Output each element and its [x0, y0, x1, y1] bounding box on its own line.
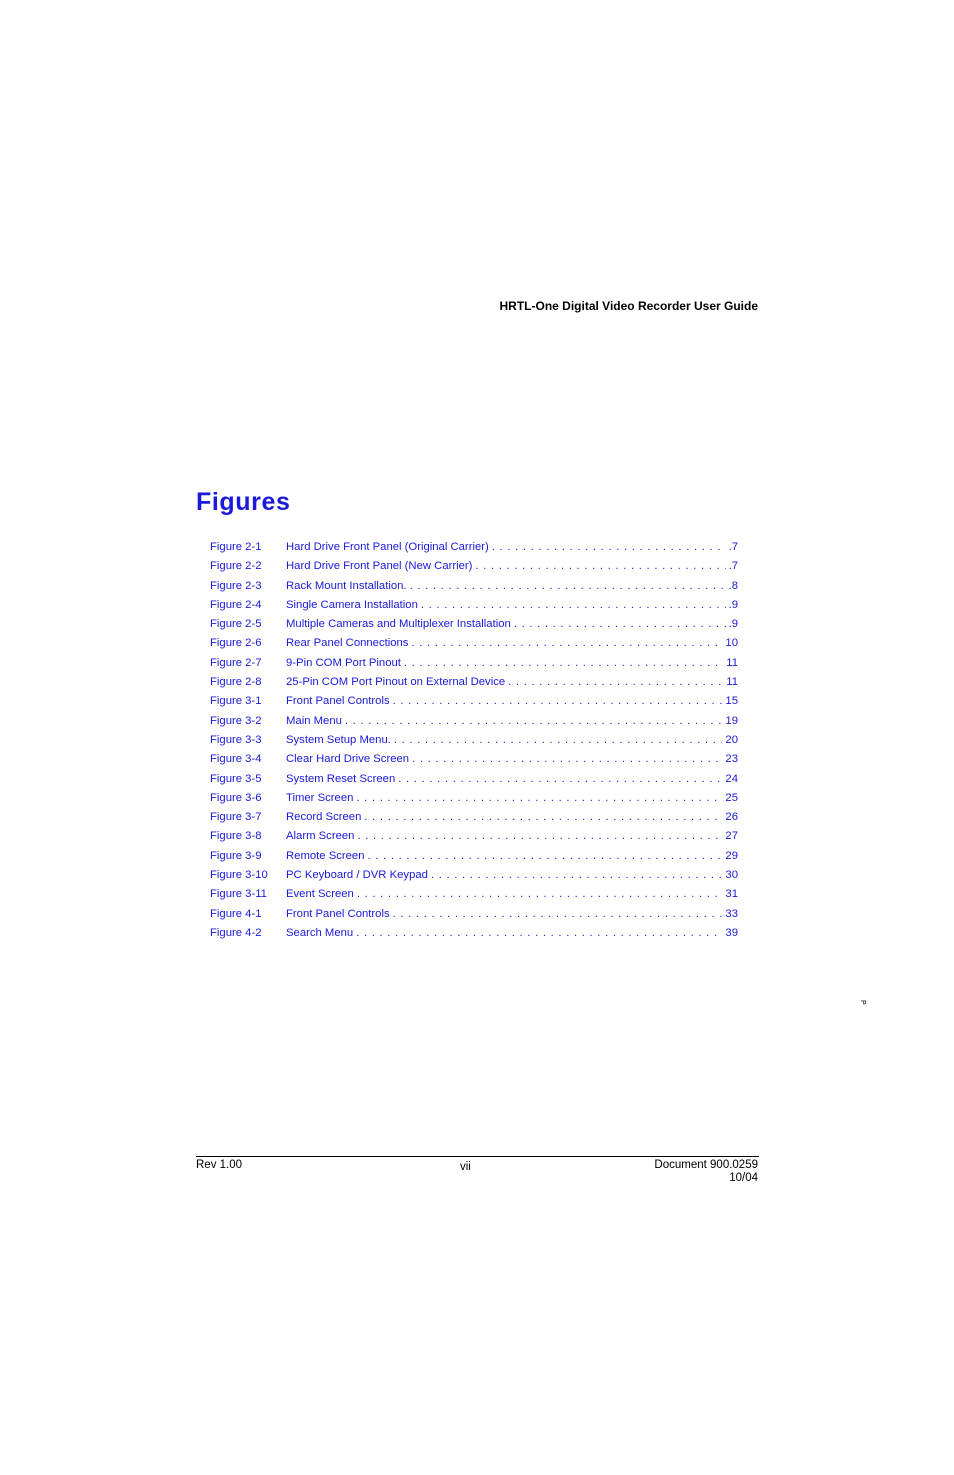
toc-dot-leader	[431, 866, 723, 885]
toc-page-number[interactable]: 11	[726, 656, 738, 669]
toc-dot-leader	[393, 692, 723, 711]
page-title: Figures	[196, 488, 291, 516]
toc-page-number[interactable]: 31	[725, 888, 738, 901]
toc-figure-number[interactable]: Figure 4-1	[210, 907, 262, 920]
footer-document-number: Document 900.0259	[654, 1159, 758, 1171]
footer-revision: Rev 1.00	[196, 1159, 243, 1171]
toc-dot-leader	[410, 577, 726, 596]
toc-figure-title[interactable]: Search Menu	[286, 926, 354, 939]
toc-figure-title[interactable]: Clear Hard Drive Screen	[286, 753, 410, 766]
toc-figure-number[interactable]: Figure 2-3	[210, 579, 262, 592]
toc-entry-link[interactable]	[210, 557, 738, 576]
toc-figure-number[interactable]: Figure 3-10	[210, 869, 268, 882]
figures-list	[210, 538, 738, 943]
toc-figure-title[interactable]: 25-Pin COM Port Pinout on External Device	[286, 676, 506, 689]
toc-title-line[interactable]	[286, 634, 738, 653]
toc-page-number[interactable]: 29	[725, 849, 738, 862]
toc-dot-leader	[368, 847, 723, 866]
toc-page-number[interactable]: .8	[728, 579, 738, 592]
toc-dot-leader	[411, 634, 722, 653]
footer-document-info	[654, 1159, 758, 1185]
toc-title-line[interactable]	[286, 577, 738, 596]
toc-entry-link[interactable]	[210, 731, 738, 750]
toc-page-number[interactable]: 20	[725, 733, 738, 746]
toc-figure-title[interactable]: PC Keyboard / DVR Keypad	[286, 869, 428, 882]
toc-entry-link[interactable]	[210, 615, 738, 634]
toc-figure-title[interactable]: Hard Drive Front Panel (New Carrier)	[286, 560, 473, 573]
toc-figure-number[interactable]: Figure 3-9	[210, 849, 262, 862]
toc-figure-number[interactable]: Figure 2-6	[210, 637, 262, 650]
toc-dot-leader	[345, 712, 723, 731]
toc-dot-leader	[508, 673, 723, 692]
toc-figure-number[interactable]: Figure 2-1	[210, 541, 262, 553]
toc-figure-number[interactable]: Figure 3-3	[210, 733, 262, 746]
toc-page-number[interactable]: .9	[728, 598, 738, 611]
toc-page-number[interactable]: 23	[725, 753, 738, 766]
toc-title-line[interactable]	[286, 789, 738, 808]
toc-page-number[interactable]: 39	[725, 926, 738, 939]
toc-entry-link[interactable]	[210, 596, 738, 615]
toc-page-number[interactable]: 27	[725, 830, 738, 843]
toc-title-line[interactable]	[286, 808, 738, 827]
toc-page-number[interactable]: 25	[725, 791, 738, 804]
toc-figure-title[interactable]: Remote Screen	[286, 849, 365, 862]
toc-page-number[interactable]: 19	[725, 714, 738, 727]
toc-title-line[interactable]	[286, 712, 738, 731]
toc-dot-leader	[357, 827, 722, 846]
toc-page-number[interactable]: 15	[725, 695, 738, 708]
toc-entry-link[interactable]	[210, 634, 738, 653]
toc-entry-link[interactable]	[210, 712, 738, 731]
toc-entry-link[interactable]	[210, 673, 738, 692]
toc-title-line[interactable]	[286, 847, 738, 866]
toc-figure-number[interactable]: Figure 2-5	[210, 618, 262, 631]
toc-entry-link[interactable]	[210, 808, 738, 827]
toc-title-line[interactable]	[286, 692, 738, 711]
toc-dot-leader	[356, 789, 722, 808]
document-header-title: HRTL-One Digital Video Recorder User Guide	[499, 299, 758, 313]
toc-figure-title[interactable]: Record Screen	[286, 811, 362, 824]
toc-figure-number[interactable]: Figure 3-8	[210, 830, 262, 843]
toc-figure-title[interactable]: System Setup Menu.	[286, 733, 391, 746]
toc-figure-number[interactable]: Figure 4-2	[210, 926, 262, 939]
toc-entry-link[interactable]	[210, 827, 738, 846]
side-margin-mark: P	[859, 1000, 866, 1005]
toc-entry-link[interactable]	[210, 789, 738, 808]
toc-page-number[interactable]: 26	[725, 811, 738, 824]
toc-dot-leader	[364, 808, 722, 827]
toc-dot-leader	[356, 924, 722, 943]
toc-title-line[interactable]	[286, 750, 738, 769]
toc-title-line[interactable]	[286, 924, 738, 943]
toc-entry-link[interactable]	[210, 577, 738, 596]
toc-figure-number[interactable]: Figure 3-2	[210, 714, 262, 727]
toc-figure-title[interactable]: Main Menu	[286, 714, 342, 727]
footer-date: 10/04	[729, 1172, 758, 1184]
toc-title-line[interactable]	[286, 885, 738, 904]
toc-dot-leader	[357, 885, 723, 904]
toc-figure-number[interactable]: Figure 3-5	[210, 772, 262, 785]
toc-entry-link[interactable]	[210, 847, 738, 866]
toc-page-number[interactable]: .9	[728, 618, 738, 631]
toc-figure-number[interactable]: Figure 3-7	[210, 811, 262, 824]
toc-figure-title[interactable]: 9-Pin COM Port Pinout	[286, 656, 401, 669]
toc-figure-title[interactable]: Rack Mount Installation.	[286, 579, 407, 592]
toc-figure-number[interactable]: Figure 2-7	[210, 656, 262, 669]
toc-title-line[interactable]	[286, 673, 738, 692]
toc-figure-title[interactable]: Hard Drive Front Panel (Original Carrier)	[286, 541, 489, 553]
toc-dot-leader	[421, 596, 726, 615]
toc-figure-title[interactable]: Front Panel Controls	[286, 907, 390, 920]
toc-figure-number[interactable]: Figure 3-1	[210, 695, 262, 708]
toc-entry-link[interactable]	[210, 885, 738, 904]
toc-entry-link[interactable]	[210, 654, 738, 673]
toc-figure-number[interactable]: Figure 2-4	[210, 598, 262, 611]
toc-figure-title[interactable]: Rear Panel Connections	[286, 637, 409, 650]
toc-figure-title[interactable]: Multiple Cameras and Multiplexer Installation	[286, 618, 511, 631]
toc-title-line[interactable]	[286, 866, 738, 885]
toc-figure-title[interactable]: Timer Screen	[286, 791, 354, 804]
toc-figure-title[interactable]: Alarm Screen	[286, 830, 355, 843]
toc-figure-title[interactable]: Single Camera Installation	[286, 598, 418, 611]
toc-page-number[interactable]: 24	[725, 772, 738, 785]
toc-figure-title[interactable]: Front Panel Controls	[286, 695, 390, 708]
toc-page-number[interactable]: .7	[728, 541, 738, 553]
toc-dot-leader	[475, 557, 725, 576]
toc-title-line[interactable]	[286, 905, 738, 924]
toc-page-number[interactable]: .7	[728, 560, 738, 573]
toc-dot-leader	[394, 731, 723, 750]
toc-page-number[interactable]: 30	[725, 869, 738, 882]
toc-page-number[interactable]: 11	[726, 676, 738, 689]
toc-figure-number[interactable]: Figure 3-6	[210, 791, 262, 804]
toc-figure-number[interactable]: Figure 2-2	[210, 560, 262, 573]
toc-title-line[interactable]	[286, 615, 738, 634]
toc-entry-link[interactable]	[210, 924, 738, 943]
toc-title-line[interactable]	[286, 596, 738, 615]
toc-entry-link[interactable]	[210, 750, 738, 769]
toc-figure-number[interactable]: Figure 3-11	[210, 888, 267, 901]
toc-dot-leader	[393, 905, 723, 924]
toc-title-line[interactable]	[286, 770, 738, 789]
toc-title-line[interactable]	[286, 827, 738, 846]
toc-figure-title[interactable]: Event Screen	[286, 888, 354, 901]
toc-figure-number[interactable]: Figure 3-4	[210, 753, 262, 766]
toc-figure-number[interactable]: Figure 2-8	[210, 676, 262, 689]
toc-dot-leader	[514, 615, 726, 634]
footer-page-number: vii	[460, 1161, 471, 1173]
toc-title-line[interactable]	[286, 538, 738, 557]
toc-entry-link[interactable]	[210, 538, 738, 557]
toc-title-line[interactable]	[286, 654, 738, 673]
toc-entry-link[interactable]	[210, 905, 738, 924]
toc-dot-leader	[492, 538, 726, 557]
toc-page-number[interactable]: 10	[725, 637, 738, 650]
toc-entry-link[interactable]	[210, 866, 738, 885]
toc-dot-leader	[398, 770, 722, 789]
toc-dot-leader	[412, 750, 722, 769]
toc-entry-link[interactable]	[210, 770, 738, 789]
toc-dot-leader	[404, 654, 723, 673]
toc-page-number[interactable]: 33	[725, 907, 738, 920]
toc-title-line[interactable]	[286, 557, 738, 576]
footer-divider	[196, 1156, 759, 1157]
toc-figure-title[interactable]: System Reset Screen	[286, 772, 396, 785]
toc-title-line[interactable]	[286, 731, 738, 750]
toc-entry-link[interactable]	[210, 692, 738, 711]
